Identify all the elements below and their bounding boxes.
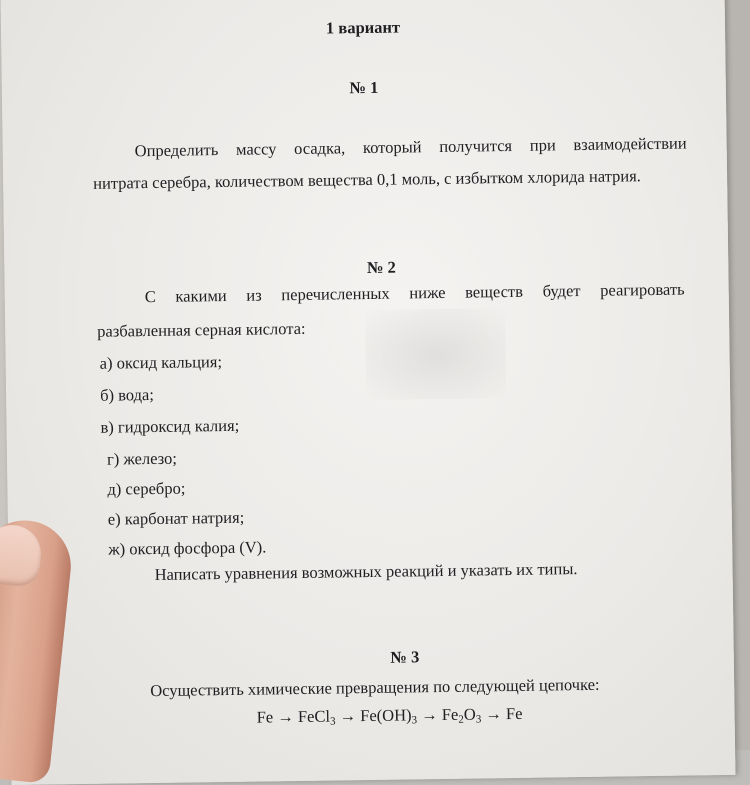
word: из xyxy=(246,285,262,305)
paper-sheet xyxy=(1,0,736,785)
task1-number: № 1 xyxy=(349,77,379,98)
option-v: в) гидроксид калия; xyxy=(100,415,240,437)
shadow-spot xyxy=(365,308,506,400)
word: С xyxy=(144,286,156,307)
arrow: → xyxy=(421,705,438,725)
word: который xyxy=(362,137,422,158)
chain-fe2o3: $Fe_2O_3$ xyxy=(441,704,482,726)
reaction-chain xyxy=(256,704,522,729)
word: Определить xyxy=(134,140,219,161)
task3-instruction: Осуществить химические превращения по следующей цепочке: xyxy=(150,674,600,701)
option-a: а) оксид кальция; xyxy=(99,352,223,373)
task3-number: № 3 xyxy=(390,647,420,667)
word: реагировать xyxy=(600,279,685,300)
word: будет xyxy=(542,281,581,301)
word: какими xyxy=(175,285,227,306)
word: взаимодействии xyxy=(573,133,687,155)
task2-line2: разбавленная серная кислота: xyxy=(97,318,306,341)
task1-line1 xyxy=(135,134,687,162)
chain-fe-start: Fe xyxy=(256,707,274,727)
option-d: д) серебро; xyxy=(107,478,186,499)
word: перечисленных xyxy=(281,283,390,305)
option-b: б) вода; xyxy=(99,384,155,405)
task2-instruction: Написать уравнения возможных реакций и указать их типы. xyxy=(154,559,578,584)
option-g: г) железо; xyxy=(106,448,178,469)
option-zh: ж) оксид фосфора (V). xyxy=(108,537,267,559)
arrow: → xyxy=(339,706,357,726)
chain-fecl3: FeCl$_3$ xyxy=(297,706,336,728)
chain-feoh3: $Fe(OH)_3$ xyxy=(360,705,418,727)
word: массу xyxy=(235,139,277,159)
option-e: е) карбонат натрия; xyxy=(107,507,245,529)
word: ниже xyxy=(409,282,446,303)
thumbnail xyxy=(0,522,44,588)
word: получится xyxy=(439,135,513,156)
arrow: → xyxy=(485,704,502,724)
task2-line1 xyxy=(145,280,685,308)
chain-fe-end: Fe xyxy=(505,703,523,724)
word: веществ xyxy=(465,281,524,302)
task2-number: № 2 xyxy=(366,257,396,278)
arrow: → xyxy=(277,707,294,727)
variant-title: 1 вариант xyxy=(325,17,401,38)
word: при xyxy=(529,135,556,155)
task1-line2: нитрата серебра, количеством вещества 0,1 моль, с избытком хлорида натрия. xyxy=(93,166,641,193)
word: осадка, xyxy=(293,138,346,159)
